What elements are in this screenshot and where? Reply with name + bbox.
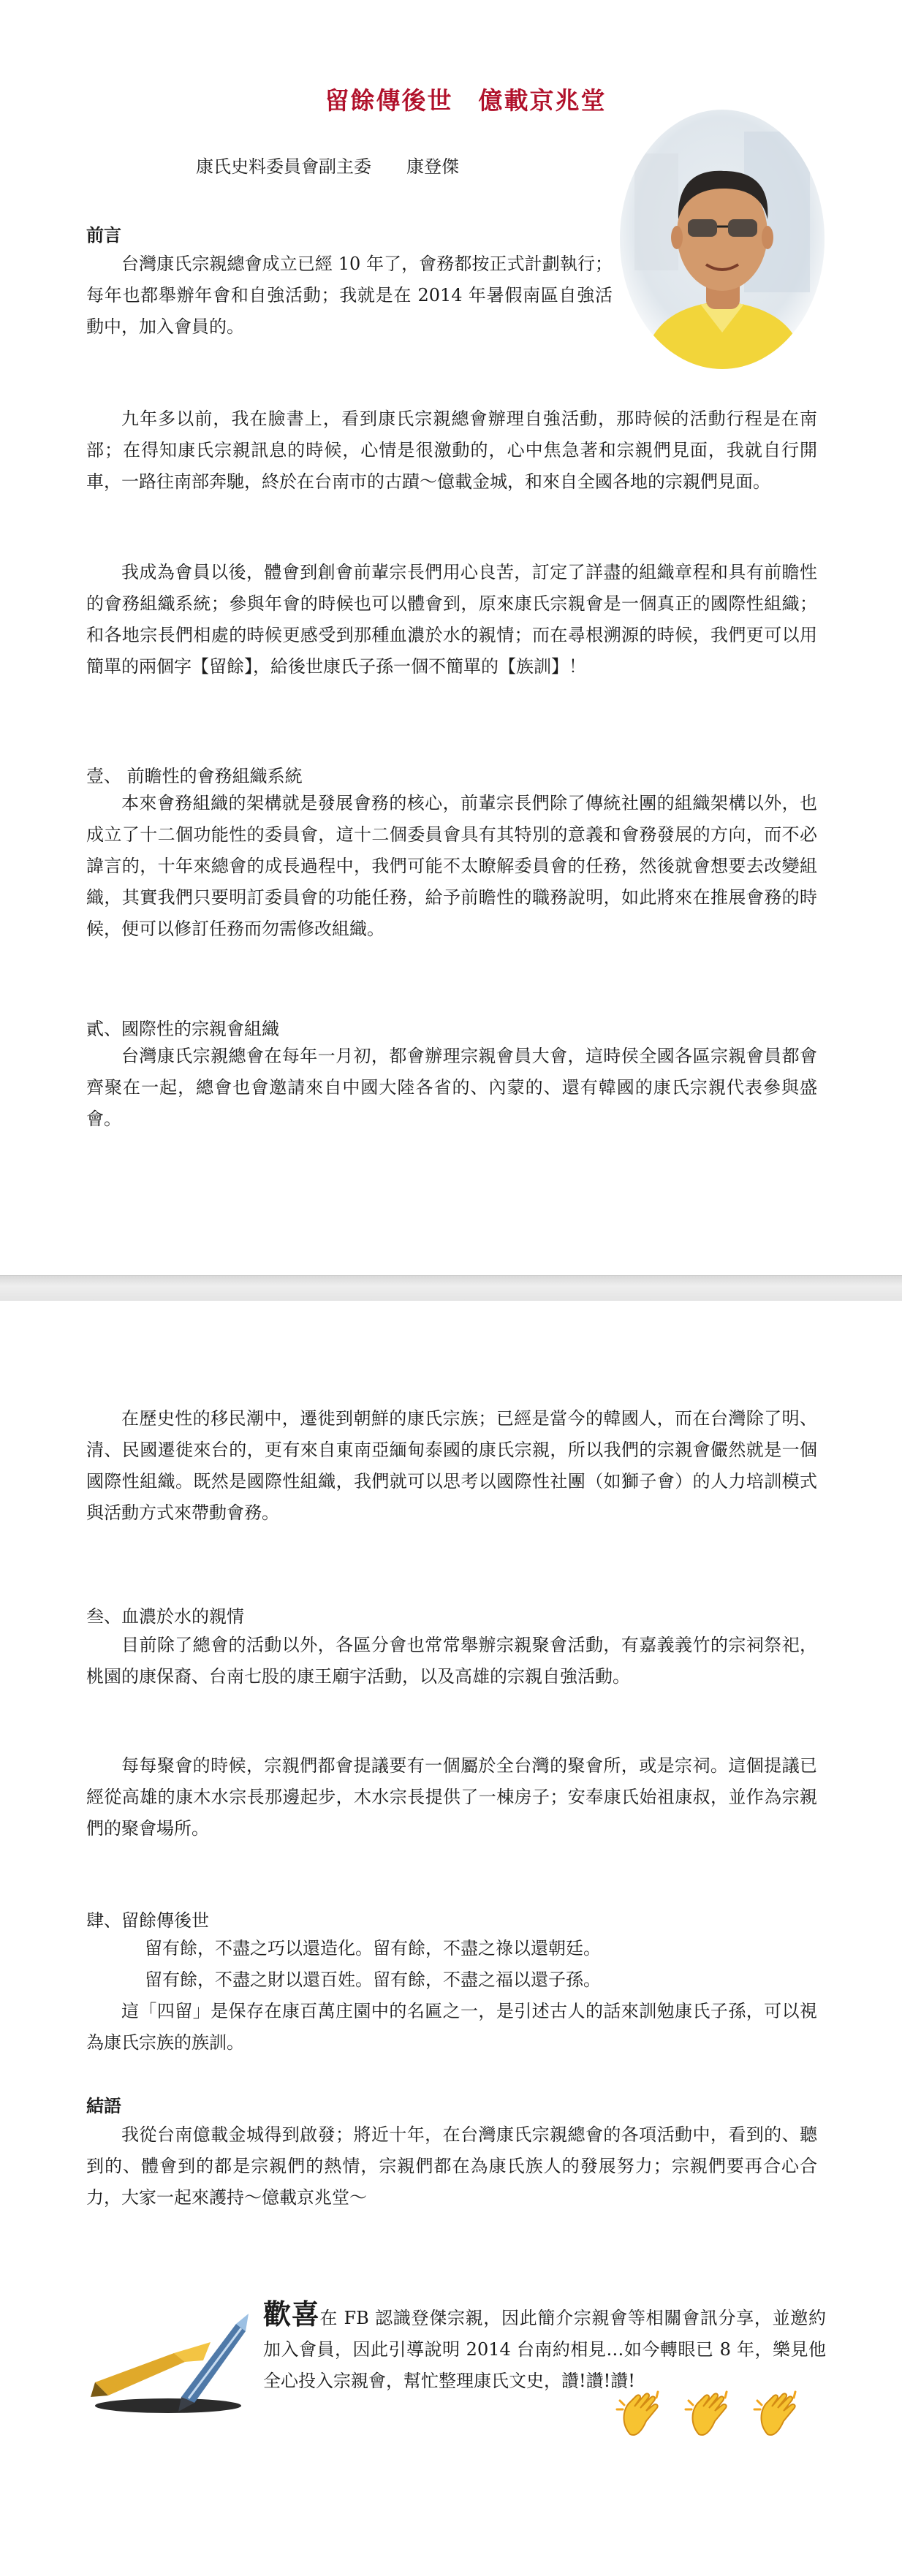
section-2-paragraph-2: 在歷史性的移民潮中，遷徙到朝鮮的康氏宗族；已經是當今的韓國人，而在台灣除了明、清、民國遷徙來台的，更有來自東南亞緬甸泰國的康氏宗親，所以我們的宗親會儼然就是一個國際性組織。既然是國際性組織，我們就可以思考以國際性社團（如獅子會）的人力培訓模式與活動方式來帶動會務。: [86, 1408, 817, 1523]
clapping-hands-icon: [614, 2386, 672, 2444]
section-3-paragraph-2: 每每聚會的時候，宗親們都會提議要有一個屬於全台灣的聚會所，或是宗祠。這個提議已經從高雄的康木水宗長那邊起步，木水宗長提供了一棟房子；安奉康氏始祖康叔，並作為宗親們的聚會場所。: [86, 1755, 817, 1839]
section-3-heading: 叁、血濃於水的親情: [86, 1606, 244, 1627]
section-2-paragraph-1: 台灣康氏宗親總會在每年一月初，都會辦理宗親會員大會，這時侯全國各區宗親會員都會齊聚在一起，總會也會邀請來自中國大陸各省的、內蒙的、還有韓國的康氏宗親代表參與盛會。: [86, 1046, 817, 1129]
preface-paragraph-2: 九年多以前，我在臉書上，看到康氏宗親總會辦理自強活動，那時候的活動行程是在南部；在得知康氏宗親訊息的時候，心情是很激動的，心中焦急著和宗親們見面，我就自行開車，一路往南部奔馳，終於在台南市的古蹟～億載金城，和來自全國各地的宗親們見面。: [86, 409, 817, 492]
section-2-heading: 貳、國際性的宗親會組織: [86, 1019, 279, 1039]
closing-note-text: 在 FB 認識登傑宗親，因此簡介宗親會等相關會訊分享，並邀約加入會員，因此引導說明 2014 台南約相見…如今轉眼已 8 年，樂見他全心投入宗親會，幫忙整理康氏文史，讚!讚!讚!: [263, 2308, 826, 2391]
author-line: 康氏史料委員會副主委 康登傑: [196, 156, 459, 177]
preface-paragraph-3: 我成為會員以後，體會到創會前輩宗長們用心良苦，訂定了詳盡的組織章程和具有前瞻性的會務組織系統；參與年會的時候也可以體會到，原來康氏宗親會是一個真正的國際性組織；和各地宗長們相處的時候更感受到那種血濃於水的親情；而在尋根溯源的時候，我們更可以用簡單的兩個字【留餘】，給後世康氏子孫一個不簡單的【族訓】！: [86, 562, 817, 677]
conclusion-paragraph: 我從台南億載金城得到啟發；將近十年，在台灣康氏宗親總會的各項活動中，看到的、聽到的、體會到的都是宗親們的熱情，宗親們都在為康氏族人的發展努力；宗親們要再合心合力，大家一起來護持～億載京兆堂～: [86, 2124, 817, 2208]
page-separator: [0, 1275, 902, 1302]
preface-heading: 前言: [86, 224, 121, 246]
fountain-pen-icon: [86, 2309, 254, 2419]
section-1-paragraph: 本來會務組織的架構就是發展會務的核心，前輩宗長們除了傳統社團的組織架構以外，也成立了十二個功能性的委員會，這十二個委員會具有其特別的意義和會務發展的方向，而不必諱言的，十年來總會的成長過程中，我們可能不太瞭解委員會的任務，然後就會想要去改變組織，其實我們只要明訂委員會的功能任務，給予前瞻性的職務說明，如此將來在推展會務的時候，便可以修訂任務而勿需修改組織。: [86, 793, 817, 939]
preface-paragraph-1: 台灣康氏宗親總會成立已經 10 年了，會務都按正式計劃執行；每年也都舉辦年會和自強活動；我就是在 2014 年暑假南區自強活動中，加入會員的。: [86, 254, 613, 337]
clapping-hands-icon: [751, 2386, 810, 2444]
section-4-line-1: 留有餘，不盡之巧以還造化。留有餘，不盡之祿以還朝廷。: [145, 1938, 601, 1958]
clapping-hands-group: [614, 2386, 826, 2444]
section-4-paragraph: 這「四留」是保存在康百萬庄園中的名匾之一，是引述古人的話來訓勉康氏子孫，可以視為康氏宗族的族訓。: [86, 2001, 817, 2053]
document-title: 留餘傳後世 億載京兆堂: [325, 86, 607, 115]
closing-note-emphasis: 歡喜: [263, 2298, 320, 2330]
document-page-1: [0, 0, 902, 1275]
portrait-photo: [620, 110, 825, 369]
clapping-hands-icon: [683, 2386, 741, 2444]
closing-note: [263, 2298, 826, 2397]
conclusion-heading: 結語: [86, 2095, 121, 2116]
section-4-line-2: 留有餘，不盡之財以還百姓。留有餘，不盡之福以還子孫。: [145, 1969, 601, 1990]
section-1-heading: 壹、 前瞻性的會務組織系統: [86, 766, 303, 786]
section-3-paragraph-1: 目前除了總會的活動以外，各區分會也常常舉辦宗親聚會活動，有嘉義義竹的宗祠祭祀，桃園的康保裔、台南七股的康王廟宇活動，以及高雄的宗親自強活動。: [86, 1635, 817, 1687]
section-4-heading: 肆、留餘傳後世: [86, 1910, 209, 1931]
